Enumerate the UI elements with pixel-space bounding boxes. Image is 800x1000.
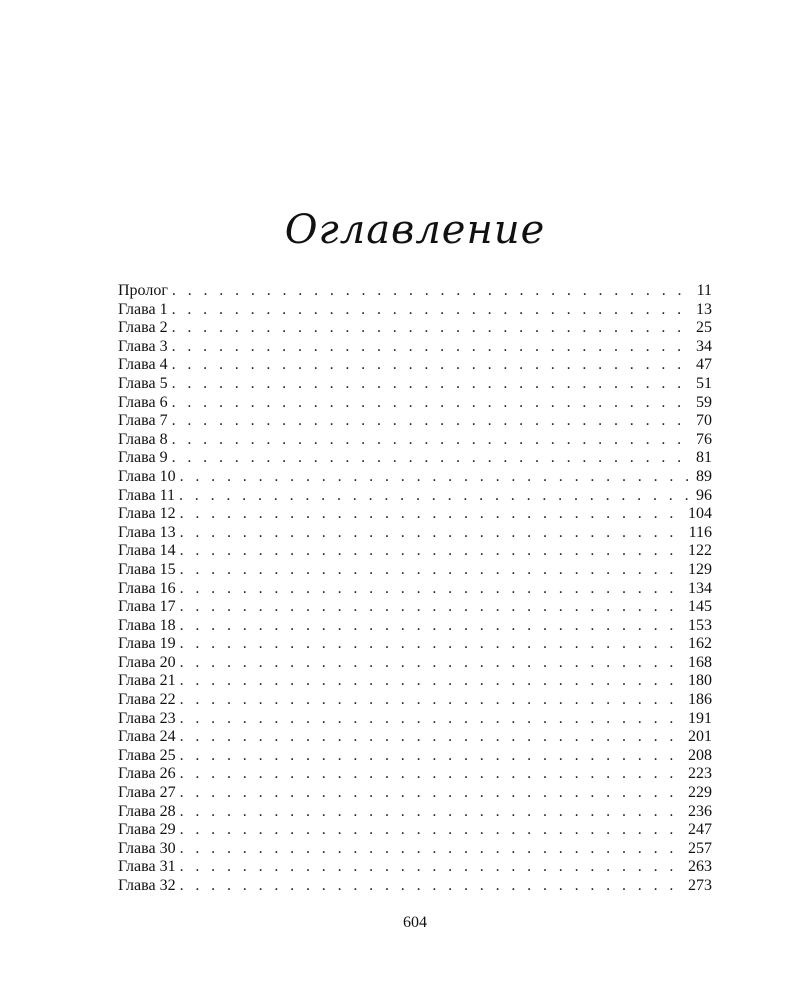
- toc-entry-page: 208: [688, 746, 712, 764]
- toc-entry-page: 186: [688, 691, 712, 709]
- toc-entry[interactable]: [118, 598, 712, 617]
- dot-leader: [172, 394, 692, 413]
- toc-entry[interactable]: [118, 691, 712, 710]
- toc-entry-label: Глава 19: [118, 635, 176, 653]
- toc-entry-page: 89: [696, 467, 712, 485]
- toc-entry[interactable]: [118, 617, 712, 636]
- toc-entry-label: Глава 1: [118, 300, 168, 318]
- toc-entry[interactable]: [118, 449, 712, 468]
- toc-entry[interactable]: [118, 728, 712, 747]
- toc-entry[interactable]: [118, 784, 712, 803]
- toc-entry[interactable]: [118, 338, 712, 357]
- toc-entry-label: Глава 11: [118, 486, 175, 504]
- toc-entry-label: Пролог: [118, 282, 168, 299]
- toc-entry[interactable]: [118, 356, 712, 375]
- toc-entry-label: Глава 16: [118, 579, 176, 597]
- toc-entry-label: Глава 4: [118, 356, 168, 374]
- dot-leader: [180, 561, 684, 580]
- toc-entry-label: Глава 27: [118, 784, 176, 802]
- dot-leader: [180, 728, 684, 747]
- toc-entry-page: 229: [688, 784, 712, 802]
- toc-entry-label: Глава 32: [118, 877, 176, 894]
- toc-entry-label: Глава 6: [118, 393, 168, 411]
- toc-entry-page: 51: [696, 374, 712, 392]
- toc-entry-page: 223: [688, 765, 712, 783]
- toc-entry-page: 134: [688, 579, 712, 597]
- toc-entry-label: Глава 26: [118, 765, 176, 783]
- toc-entry[interactable]: [118, 487, 712, 506]
- dot-leader: [179, 487, 692, 506]
- toc-entry-page: 273: [688, 877, 712, 894]
- toc-entry[interactable]: [118, 765, 712, 784]
- toc-entry-label: Глава 22: [118, 691, 176, 709]
- dot-leader: [172, 412, 692, 431]
- toc-entry-label: Глава 24: [118, 728, 176, 746]
- toc-entry-label: Глава 23: [118, 709, 176, 727]
- toc-entry[interactable]: [118, 654, 712, 673]
- toc-entry[interactable]: [118, 858, 712, 877]
- toc-entry-page: 122: [688, 542, 712, 560]
- toc-entry-page: 168: [688, 653, 712, 671]
- page-title: Оглавление: [284, 207, 546, 253]
- toc-entry-label: Глава 31: [118, 858, 176, 876]
- toc-entry-label: Глава 18: [118, 616, 176, 634]
- toc-entry[interactable]: [118, 319, 712, 338]
- toc-entry-label: Глава 12: [118, 505, 176, 523]
- dot-leader: [180, 803, 684, 822]
- toc-entry-label: Глава 17: [118, 598, 176, 616]
- toc-entry-label: Глава 2: [118, 319, 168, 337]
- dot-leader: [180, 542, 684, 561]
- toc-entry-page: 81: [696, 449, 712, 467]
- toc-entry-page: 13: [696, 300, 712, 318]
- dot-leader: [180, 691, 684, 710]
- toc-entry-page: 76: [696, 430, 712, 448]
- toc-entry[interactable]: [118, 431, 712, 450]
- toc-entry-label: Глава 3: [118, 337, 168, 355]
- dot-leader: [172, 338, 692, 357]
- dot-leader: [180, 710, 684, 729]
- dot-leader: [180, 580, 684, 599]
- dot-leader: [180, 747, 684, 766]
- toc-entry-page: 153: [688, 616, 712, 634]
- toc-entry[interactable]: [118, 394, 712, 413]
- toc-entry-page: 263: [688, 858, 712, 876]
- toc-entry-label: Глава 29: [118, 821, 176, 839]
- toc-entry-label: Глава 13: [118, 523, 176, 541]
- toc-entry-label: Глава 28: [118, 802, 176, 820]
- dot-leader: [172, 449, 692, 468]
- toc-entry[interactable]: [118, 672, 712, 691]
- toc-entry-page: 59: [696, 393, 712, 411]
- dot-leader: [180, 877, 684, 896]
- toc-entry-page: 257: [688, 839, 712, 857]
- dot-leader: [180, 858, 684, 877]
- dot-leader: [180, 598, 684, 617]
- page-number: 604: [403, 914, 427, 931]
- toc-entry-page: 247: [688, 821, 712, 839]
- toc-entry-label: Глава 7: [118, 412, 168, 430]
- toc-entry[interactable]: [118, 524, 712, 543]
- toc-entry-label: Глава 15: [118, 560, 176, 578]
- toc-entry-label: Глава 9: [118, 449, 168, 467]
- toc-entry[interactable]: [118, 561, 712, 580]
- toc-entry-page: 162: [688, 635, 712, 653]
- toc-entry-page: 96: [696, 486, 712, 504]
- dot-leader: [180, 840, 684, 859]
- toc-entry[interactable]: [118, 542, 712, 561]
- toc-entry[interactable]: [118, 580, 712, 599]
- toc-entry-page: 129: [688, 560, 712, 578]
- toc-entry-page: 104: [688, 505, 712, 523]
- toc-entry-page: 11: [696, 282, 712, 299]
- toc-entry-page: 145: [688, 598, 712, 616]
- toc-entry-label: Глава 30: [118, 839, 176, 857]
- toc-entry-label: Глава 10: [118, 467, 176, 485]
- toc-entry-page: 47: [696, 356, 712, 374]
- dot-leader: [180, 635, 684, 654]
- dot-leader: [180, 765, 684, 784]
- toc-entry[interactable]: [118, 505, 712, 524]
- toc-entry-page: 34: [696, 337, 712, 355]
- dot-leader: [172, 301, 692, 320]
- toc-entry-page: 70: [696, 412, 712, 430]
- toc-entry[interactable]: [118, 412, 712, 431]
- toc-entry[interactable]: [118, 821, 712, 840]
- toc-entry[interactable]: [118, 840, 712, 859]
- dot-leader: [180, 617, 684, 636]
- dot-leader: [172, 282, 693, 301]
- toc-entry-label: Глава 25: [118, 746, 176, 764]
- toc-entry[interactable]: [118, 468, 712, 487]
- toc-entry-label: Глава 20: [118, 653, 176, 671]
- dot-leader: [180, 784, 684, 803]
- dot-leader: [180, 654, 684, 673]
- toc-entry-label: Глава 5: [118, 374, 168, 392]
- toc-entry[interactable]: [118, 375, 712, 394]
- dot-leader: [172, 319, 692, 338]
- dot-leader: [180, 672, 684, 691]
- toc-entry-page: 116: [688, 523, 712, 541]
- toc-entry[interactable]: [118, 282, 712, 301]
- toc-entry[interactable]: [118, 877, 712, 896]
- toc-entry-label: Глава 21: [118, 672, 176, 690]
- toc-entry-label: Глава 14: [118, 542, 176, 560]
- dot-leader: [180, 524, 685, 543]
- toc-entry-page: 180: [688, 672, 712, 690]
- toc-entry[interactable]: [118, 803, 712, 822]
- toc-entry[interactable]: [118, 747, 712, 766]
- dot-leader: [172, 356, 692, 375]
- toc-entry-page: 201: [688, 728, 712, 746]
- toc-entry-page: 25: [696, 319, 712, 337]
- dot-leader: [172, 375, 692, 394]
- toc-entry-page: 191: [688, 709, 712, 727]
- toc-entry[interactable]: [118, 635, 712, 654]
- toc-entry-label: Глава 8: [118, 430, 168, 448]
- dot-leader: [180, 468, 692, 487]
- toc-entry[interactable]: [118, 301, 712, 320]
- dot-leader: [172, 431, 692, 450]
- table-of-contents: [118, 282, 712, 896]
- toc-entry-page: 236: [688, 802, 712, 820]
- toc-entry[interactable]: [118, 710, 712, 729]
- dot-leader: [180, 821, 684, 840]
- dot-leader: [180, 505, 684, 524]
